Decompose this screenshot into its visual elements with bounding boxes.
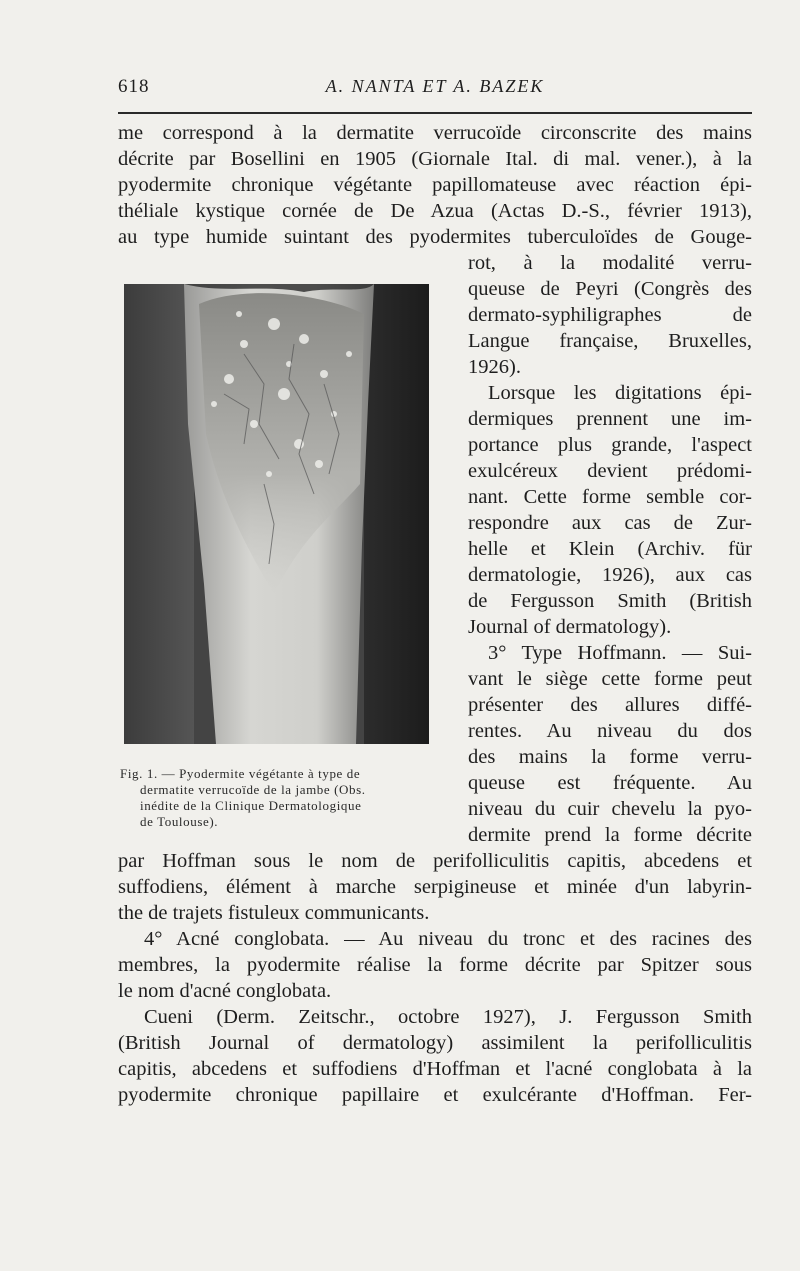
page-number: 618	[118, 76, 150, 97]
text-line: dermatologie, 1926), aux cas	[468, 564, 752, 586]
text-line: rentes. Au niveau du dos	[468, 720, 752, 742]
text-line: suffodiens, élément à marche serpigineuse et minée d'un labyrin-	[118, 876, 752, 898]
text-line: le nom d'acné conglobata.	[118, 980, 332, 1002]
text-line: vant le siège cette forme peut	[468, 668, 752, 690]
text-line: niveau du cuir chevelu la pyo-	[468, 798, 752, 820]
text-line: the de trajets fistuleux communicants.	[118, 902, 430, 924]
text-line: membres, la pyodermite réalise la forme décrite par Spitzer sous	[118, 954, 752, 976]
caption-line: de Toulouse).	[140, 814, 219, 829]
caption-line: inédite de la Clinique Dermatologique	[140, 798, 362, 813]
text-line: dermato-syphiligraphes de	[468, 304, 752, 326]
text-line: Journal of dermatology).	[468, 616, 672, 638]
leg-photo-image	[124, 284, 429, 744]
text-line: par Hoffman sous le nom de perifolliculitis capitis, abcedens et	[118, 850, 752, 872]
text-line: rot, à la modalité verru-	[468, 252, 752, 274]
text-line: capitis, abcedens et suffodiens d'Hoffman et l'acné conglobata à la	[118, 1058, 752, 1080]
text-line: me correspond à la dermatite verrucoïde circonscrite des mains	[118, 122, 752, 144]
text-line: respondre aux cas de Zur-	[468, 512, 752, 534]
text-line: pyodermite chronique papillaire et exulcérante d'Hoffman. Fer-	[118, 1084, 752, 1106]
text-line: dermiques prennent une im-	[468, 408, 752, 430]
text-line: des mains la forme verru-	[468, 746, 752, 768]
text-line: 1926).	[468, 356, 521, 378]
text-line: queuse de Peyri (Congrès des	[468, 278, 752, 300]
caption-line: dermatite verrucoïde de la jambe (Obs.	[140, 782, 366, 797]
running-head: A. NANTA ET A. BAZEK	[325, 76, 545, 96]
text-line: présenter des allures diffé-	[468, 694, 752, 716]
text-line: 3° Type Hoffmann. — Sui-	[488, 642, 752, 664]
text-line: (British Journal of dermatology) assimilent la perifolliculitis	[118, 1032, 752, 1054]
text-line: pyodermite chronique végétante papillomateuse avec réaction épi-	[118, 174, 752, 196]
text-line: Langue française, Bruxelles,	[468, 330, 752, 352]
text-line: 4° Acné conglobata. — Au niveau du tronc et des racines des	[144, 928, 752, 950]
text-line: décrite par Bosellini en 1905 (Giornale Ital. di mal. vener.), à la	[118, 148, 752, 170]
text-line: helle et Klein (Archiv. für	[468, 538, 752, 560]
text-line: au type humide suintant des pyodermites tuberculoïdes de Gouge-	[118, 226, 752, 248]
header-rule	[118, 112, 752, 114]
figure-photograph	[124, 284, 429, 744]
text-line: queuse est fréquente. Au	[468, 772, 752, 794]
figure-caption	[120, 766, 425, 830]
text-line: dermite prend la forme décrite	[468, 824, 752, 846]
page-header	[118, 76, 752, 106]
faint-bleedthrough	[320, 1160, 640, 1170]
text-line: exulcéreux devient prédomi-	[468, 460, 752, 482]
text-line: théliale kystique cornée de De Azua (Actas D.-S., février 1913),	[118, 200, 752, 222]
text-line: portance plus grande, l'aspect	[468, 434, 752, 456]
text-line: Lorsque les digitations épi-	[488, 382, 752, 404]
text-line: de Fergusson Smith (British	[468, 590, 752, 612]
text-line: nant. Cette forme semble cor-	[468, 486, 752, 508]
caption-line: Fig. 1. — Pyodermite végétante à type de	[120, 766, 361, 781]
text-line: Cueni (Derm. Zeitschr., octobre 1927), J. Fergusson Smith	[144, 1006, 752, 1028]
